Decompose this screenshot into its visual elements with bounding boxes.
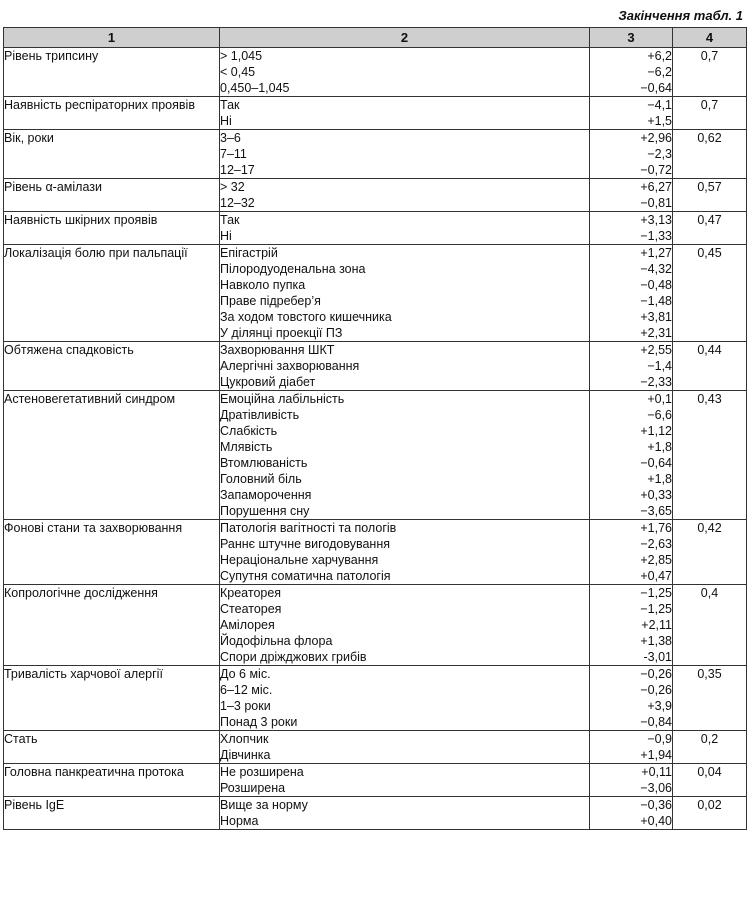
factor-name: Обтяжена спадковість — [4, 342, 220, 391]
diagnostic-coefficient: +1,38 — [640, 634, 672, 648]
column-header-2: 2 — [220, 28, 590, 48]
factor-option: Праве підребер’я — [220, 294, 321, 308]
diagnostic-coefficient: −0,26 — [640, 683, 672, 697]
factor-option: 12–32 — [220, 196, 255, 210]
factor-option: Креаторея — [220, 586, 282, 600]
table-row — [4, 97, 747, 130]
diagnostic-coefficient: −0,48 — [640, 278, 672, 292]
factor-option: Слабкість — [220, 424, 278, 438]
diagnostic-coefficient: -3,01 — [643, 650, 672, 664]
diagnostic-coefficient: +0,1 — [647, 392, 672, 406]
factor-options — [220, 245, 590, 342]
factor-name: Фонові стани та захворювання — [4, 520, 220, 585]
factor-options — [220, 666, 590, 731]
factor-option: За ходом товстого кишечника — [220, 310, 392, 324]
diagnostic-coefficient: −1,25 — [640, 586, 672, 600]
factor-option: Дратівливість — [220, 408, 300, 422]
diagnostic-coefficient: −3,06 — [640, 781, 672, 795]
factor-name: Рівень α-амілази — [4, 179, 220, 212]
factor-values — [590, 585, 673, 666]
factor-option: 12–17 — [220, 163, 255, 177]
factor-options — [220, 520, 590, 585]
factor-options — [220, 585, 590, 666]
factor-option: Захворювання ШКТ — [220, 343, 335, 357]
table-row — [4, 212, 747, 245]
informativeness-value: 0,44 — [673, 342, 747, 391]
factor-option: Йодофільна флора — [220, 634, 333, 648]
factor-options — [220, 97, 590, 130]
table-caption: Закінчення табл. 1 — [618, 8, 743, 23]
table-row — [4, 731, 747, 764]
diagnostic-coefficient: −4,32 — [640, 262, 672, 276]
factor-options — [220, 212, 590, 245]
factor-option: Головний біль — [220, 472, 302, 486]
informativeness-value: 0,4 — [673, 585, 747, 666]
column-header-3: 3 — [590, 28, 673, 48]
table-row — [4, 520, 747, 585]
diagnostic-coefficient: +3,81 — [640, 310, 672, 324]
diagnostic-coefficient: +3,9 — [647, 699, 672, 713]
diagnostic-coefficient: −6,2 — [647, 65, 672, 79]
factor-option: 0,450–1,045 — [220, 81, 290, 95]
diagnostic-coefficient: +0,40 — [640, 814, 672, 828]
diagnostic-coefficient: −0,64 — [640, 81, 672, 95]
diagnostic-coefficient: −2,3 — [647, 147, 672, 161]
diagnostic-coefficient: +1,12 — [640, 424, 672, 438]
diagnostic-coefficient: −2,33 — [640, 375, 672, 389]
table-row — [4, 245, 747, 342]
factor-name: Вік, роки — [4, 130, 220, 179]
factor-values — [590, 666, 673, 731]
informativeness-value: 0,42 — [673, 520, 747, 585]
factor-option: Емоційна лабільність — [220, 392, 345, 406]
factor-name: Рівень трипсину — [4, 48, 220, 97]
factor-option: Вище за норму — [220, 798, 308, 812]
factor-option: Спори дріжджових грибів — [220, 650, 367, 664]
factor-option: Патологія вагітності та пологів — [220, 521, 397, 535]
diagnostic-coefficient: −0,26 — [640, 667, 672, 681]
factor-options — [220, 48, 590, 97]
factor-option: У ділянці проекції ПЗ — [220, 326, 343, 340]
factor-option: Епігастрій — [220, 246, 278, 260]
diagnostic-coefficient: −0,72 — [640, 163, 672, 177]
factor-options — [220, 731, 590, 764]
column-header-4: 4 — [673, 28, 747, 48]
factor-name: Наявність шкірних проявів — [4, 212, 220, 245]
factor-values — [590, 731, 673, 764]
factor-option: Втомлюваність — [220, 456, 308, 470]
informativeness-value: 0,47 — [673, 212, 747, 245]
factor-option: Ні — [220, 229, 232, 243]
diagnostic-coefficient: +6,27 — [640, 180, 672, 194]
factor-name: Тривалість харчової алергії — [4, 666, 220, 731]
table-row — [4, 130, 747, 179]
informativeness-value: 0,2 — [673, 731, 747, 764]
diagnostic-coefficient: +1,8 — [647, 472, 672, 486]
informativeness-value: 0,7 — [673, 97, 747, 130]
diagnostic-coefficient: −6,6 — [647, 408, 672, 422]
column-header-1: 1 — [4, 28, 220, 48]
factor-name: Астеновегетативний синдром — [4, 391, 220, 520]
diagnostic-coefficient: +1,27 — [640, 246, 672, 260]
factor-option: Млявість — [220, 440, 273, 454]
factor-option: Амілорея — [220, 618, 275, 632]
informativeness-value: 0,62 — [673, 130, 747, 179]
diagnostic-coefficient: −1,33 — [640, 229, 672, 243]
informativeness-value: 0,7 — [673, 48, 747, 97]
factor-option: Алергічні захворювання — [220, 359, 360, 373]
factor-option: Стеаторея — [220, 602, 282, 616]
factor-option: Так — [220, 213, 240, 227]
factor-option: Понад 3 роки — [220, 715, 298, 729]
table-row — [4, 585, 747, 666]
factor-option: Нераціональне харчування — [220, 553, 379, 567]
diagnostic-coefficient: +2,96 — [640, 131, 672, 145]
factor-option: Ні — [220, 114, 232, 128]
table-row — [4, 797, 747, 830]
diagnostic-coefficient: +1,5 — [647, 114, 672, 128]
factor-option: 6–12 міс. — [220, 683, 273, 697]
factor-option: Дівчинка — [220, 748, 271, 762]
diagnostic-coefficient: +0,33 — [640, 488, 672, 502]
table-row — [4, 666, 747, 731]
factor-option: Запаморочення — [220, 488, 312, 502]
factor-values — [590, 797, 673, 830]
factor-option: Навколо пупка — [220, 278, 306, 292]
factor-option: Так — [220, 98, 240, 112]
diagnostic-coefficient: +2,11 — [641, 618, 672, 632]
table-row — [4, 179, 747, 212]
diagnostic-coefficient: −0,81 — [640, 196, 672, 210]
factor-option: 7–11 — [220, 147, 247, 161]
table-row — [4, 342, 747, 391]
factor-name: Локалізація болю при пальпації — [4, 245, 220, 342]
diagnostic-coefficient: +1,8 — [647, 440, 672, 454]
factor-values — [590, 97, 673, 130]
factor-options — [220, 342, 590, 391]
informativeness-value: 0,45 — [673, 245, 747, 342]
informativeness-value: 0,43 — [673, 391, 747, 520]
diagnostic-coefficient: −0,9 — [647, 732, 672, 746]
diagnostic-coefficient: −3,65 — [640, 504, 672, 518]
factor-option: Норма — [220, 814, 259, 828]
table-body — [4, 48, 747, 830]
factor-values — [590, 212, 673, 245]
informativeness-value: 0,02 — [673, 797, 747, 830]
diagnostic-coefficient: +2,55 — [640, 343, 672, 357]
factor-option: Раннє штучне вигодовування — [220, 537, 390, 551]
diagnostic-coefficient: −1,48 — [640, 294, 672, 308]
diagnostic-coefficient: +1,94 — [640, 748, 672, 762]
factor-option: Не розширена — [220, 765, 304, 779]
diagnostic-coefficient: +0,47 — [640, 569, 672, 583]
factor-option: < 0,45 — [220, 65, 256, 79]
diagnostic-coefficient: −0,36 — [640, 798, 672, 812]
factor-name: Стать — [4, 731, 220, 764]
diagnostic-coefficient: −0,84 — [640, 715, 672, 729]
diagnostic-coefficient: +2,31 — [640, 326, 672, 340]
factor-option: До 6 міс. — [220, 667, 271, 681]
factor-options — [220, 797, 590, 830]
factor-values — [590, 764, 673, 797]
diagnostic-coefficient: −1,4 — [647, 359, 672, 373]
diagnostic-coefficient: −1,25 — [640, 602, 672, 616]
factor-option: Порушення сну — [220, 504, 310, 518]
factor-values — [590, 342, 673, 391]
factor-name: Копрологічне дослідження — [4, 585, 220, 666]
factor-option: Цукровий діабет — [220, 375, 316, 389]
factor-options — [220, 130, 590, 179]
informativeness-value: 0,35 — [673, 666, 747, 731]
factor-name: Наявність респіраторних проявів — [4, 97, 220, 130]
factor-option: > 32 — [220, 180, 245, 194]
table-row — [4, 764, 747, 797]
factor-name: Головна панкреатична протока — [4, 764, 220, 797]
diagnostic-coefficient: +1,76 — [640, 521, 672, 535]
factor-option: 1–3 роки — [220, 699, 271, 713]
header-row — [4, 28, 747, 48]
diagnostic-coefficient: −0,64 — [640, 456, 672, 470]
factor-option: Хлопчик — [220, 732, 269, 746]
factor-values — [590, 391, 673, 520]
factor-values — [590, 245, 673, 342]
factor-options — [220, 391, 590, 520]
factor-values — [590, 130, 673, 179]
factor-values — [590, 520, 673, 585]
table-row — [4, 391, 747, 520]
diagnostic-coefficient: −2,63 — [640, 537, 672, 551]
factor-option: Розширена — [220, 781, 286, 795]
diagnostic-coefficient: +6,2 — [647, 49, 672, 63]
informativeness-value: 0,57 — [673, 179, 747, 212]
diagnostic-coefficient: +0,11 — [641, 765, 672, 779]
factor-option: Супутня соматична патологія — [220, 569, 391, 583]
factor-values — [590, 48, 673, 97]
factor-option: Пілородуоденальна зона — [220, 262, 366, 276]
informativeness-value: 0,04 — [673, 764, 747, 797]
factor-option: 3–6 — [220, 131, 241, 145]
factor-name: Рівень IgE — [4, 797, 220, 830]
diagnostic-coefficient: +2,85 — [640, 553, 672, 567]
diagnostic-coefficient: +3,13 — [640, 213, 672, 227]
table-row — [4, 48, 747, 97]
diagnostic-coefficient: −4,1 — [647, 98, 672, 112]
factor-options — [220, 764, 590, 797]
data-table — [3, 27, 747, 830]
factor-values — [590, 179, 673, 212]
factor-options — [220, 179, 590, 212]
factor-option: > 1,045 — [220, 49, 263, 63]
